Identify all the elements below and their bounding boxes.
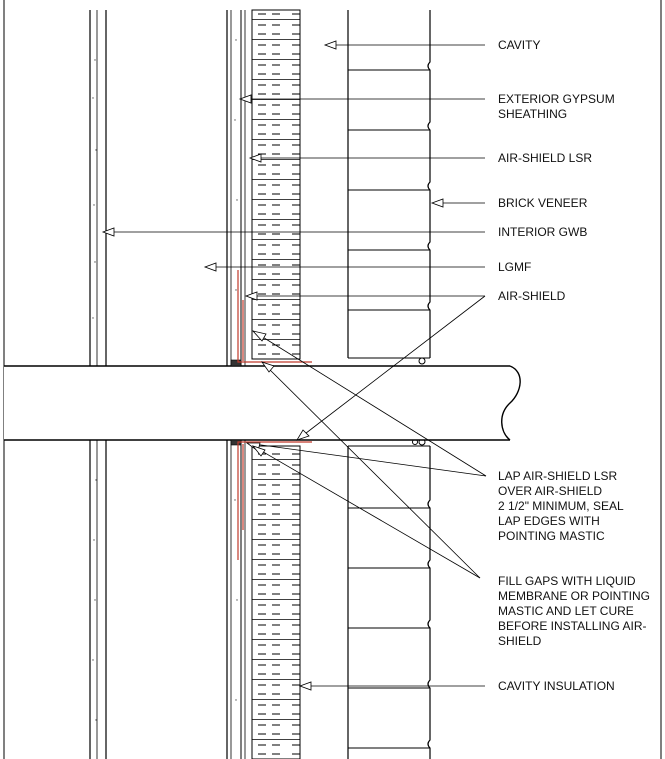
label-lap-line-3: 2 1/2" MINIMUM, SEAL — [498, 499, 624, 513]
label-interior-gwb: INTERIOR GWB — [498, 225, 588, 239]
blocking-top — [231, 360, 241, 366]
label-air-shield-lsr: AIR-SHIELD LSR — [498, 151, 593, 165]
label-air-shield: AIR-SHIELD — [498, 289, 566, 303]
label-fill-line-3: MASTIC AND LET CURE — [498, 604, 634, 618]
label-fill-line-2: MEMBRANE OR POINTING — [498, 589, 651, 603]
label-cavity-insulation: CAVITY INSULATION — [498, 679, 615, 693]
label-lap-line-5: POINTING MASTIC — [498, 529, 605, 543]
label-lap-line-4: LAP EDGES WITH — [498, 514, 600, 528]
label-brick-veneer: BRICK VENEER — [498, 196, 588, 210]
label-exterior-gypsum: EXTERIOR GYPSUM — [498, 92, 615, 106]
label-cavity: CAVITY — [498, 38, 541, 52]
label-lgmf: LGMF — [498, 260, 532, 274]
label-fill-line-1: FILL GAPS WITH LIQUID — [498, 574, 636, 588]
label-lap-line-1: LAP AIR-SHIELD LSR — [498, 469, 618, 483]
label-fill-line-4: BEFORE INSTALLING AIR- — [498, 619, 647, 633]
pipe-penetration — [4, 366, 520, 440]
label-fill-line-5: SHIELD — [498, 634, 542, 648]
label-sheathing: SHEATHING — [498, 107, 568, 121]
label-lap-line-2: OVER AIR-SHIELD — [498, 484, 603, 498]
